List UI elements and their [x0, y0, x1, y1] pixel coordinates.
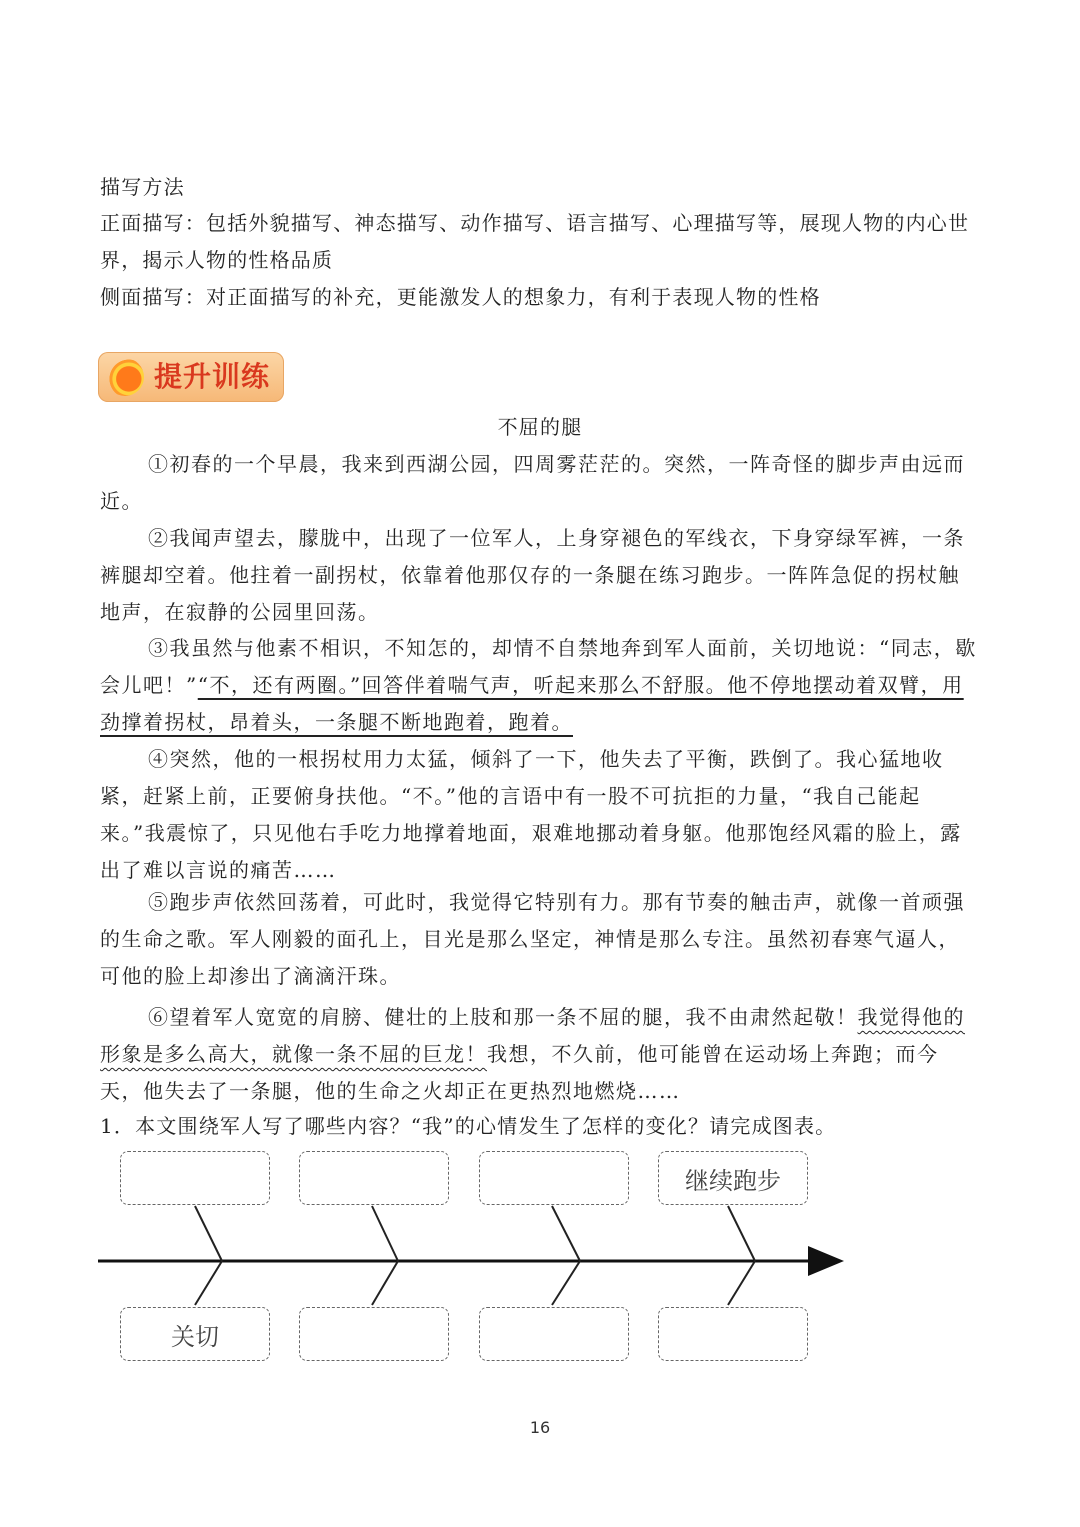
fishbone-lower-bone-4 [728, 1261, 755, 1305]
paragraph-6-start: ⑥望着军人宽宽的肩膀、健壮的上肢和那一条不屈的腿，我不由肃然起敬！ [148, 1005, 858, 1029]
paragraph-6-underlined: 我觉得他的形象是多么高大，就像一条不屈的巨龙！ [100, 1005, 965, 1066]
content-box-1[interactable] [120, 1151, 270, 1205]
paragraph-4: ④突然，他的一根拐杖用力太猛，倾斜了一下，他失去了平衡，跌倒了。我心猛地收紧，赶紧上前，正要俯身扶他。“不。”他的言语中有一股不可抗拒的力量，“我自己能起来。”我震惊了，只见他右手吃力地撑着地面，艰难地挪动着身躯。他那饱经风霜的脸上，露出了难以言说的痛苦…… [100, 747, 962, 882]
fishbone-lower-bone-2 [372, 1261, 398, 1305]
side-description: 侧面描写：对正面描写的补充，更能激发人的想象力，有利于表现人物的性格 [100, 285, 821, 309]
methods-heading: 描写方法 [100, 175, 185, 199]
section-badge-label: 提升训练 [154, 360, 271, 393]
article-title: 不屈的腿 [497, 415, 583, 439]
mood-box-2[interactable] [299, 1307, 449, 1361]
front-description-line-2: 界，揭示人物的性格品质 [100, 248, 334, 272]
fishbone-upper-bone-4 [728, 1206, 755, 1261]
paragraph-1: ①初春的一个早晨，我来到西湖公园，四周雾茫茫的。突然，一阵奇怪的脚步声由远而近。 [100, 452, 965, 513]
paragraph-3-speech: ③我虽然与他素不相识，不知怎的，却情不自禁地奔到军人面前，关切地说：“同志，歇会儿吧！” [100, 636, 977, 697]
question-1: 1．本文围绕军人写了哪些内容？“我”的心情发生了怎样的变化？请完成图表。 [100, 1114, 837, 1138]
fishbone-lower-bone-3 [552, 1261, 580, 1305]
fishbone-upper-bone-1 [195, 1206, 222, 1261]
fishbone-lower-bone-1 [195, 1261, 222, 1305]
paragraph-6-end: 我想，不久前，他可能曾在运动场上奔跑；而今天，他失去了一条腿，他的生命之火却正在更热烈地燃烧…… [100, 1042, 939, 1103]
paragraph-2: ②我闻声望去，朦胧中，出现了一位军人，上身穿褪色的军线衣，下身穿绿军裤，一条裤腿却空着。他拄着一副拐杖，依靠着他那仅存的一条腿在练习跑步。一阵阵急促的拐杖触地声，在寂静的公园里回荡。 [100, 526, 965, 624]
page-number: 16 [529, 1418, 551, 1437]
paragraph-5: ⑤跑步声依然回荡着，可此时，我觉得它特别有力。那有节奏的触击声，就像一首顽强的生命之歌。军人刚毅的面孔上，目光是那么坚定，神情是那么专注。虽然初春寒气逼人，可他的脸上却渗出了滴滴汗珠。 [100, 890, 965, 988]
fishbone-upper-bone-3 [552, 1206, 580, 1261]
content-box-3[interactable] [479, 1151, 629, 1205]
mood-box-3[interactable] [479, 1307, 629, 1361]
mood-box-4[interactable] [658, 1307, 808, 1361]
front-description-line-1: 正面描写：包括外貌描写、神态描写、动作描写、语言描写、心理描写等，展现人物的内心世 [100, 211, 970, 235]
content-box-4[interactable]: 继续跑步 [658, 1151, 808, 1205]
mood-box-1[interactable]: 关切 [120, 1307, 270, 1361]
fishbone-upper-bone-2 [372, 1206, 398, 1261]
content-box-2[interactable] [299, 1151, 449, 1205]
paragraph-3-underlined: “不，还有两圈。”回答伴着喘气声，听起来那么不舒服。他不停地摆动着双臂，用劲撑着拐杖，昂着头，一条腿不断地跑着，跑着。 [100, 673, 964, 734]
